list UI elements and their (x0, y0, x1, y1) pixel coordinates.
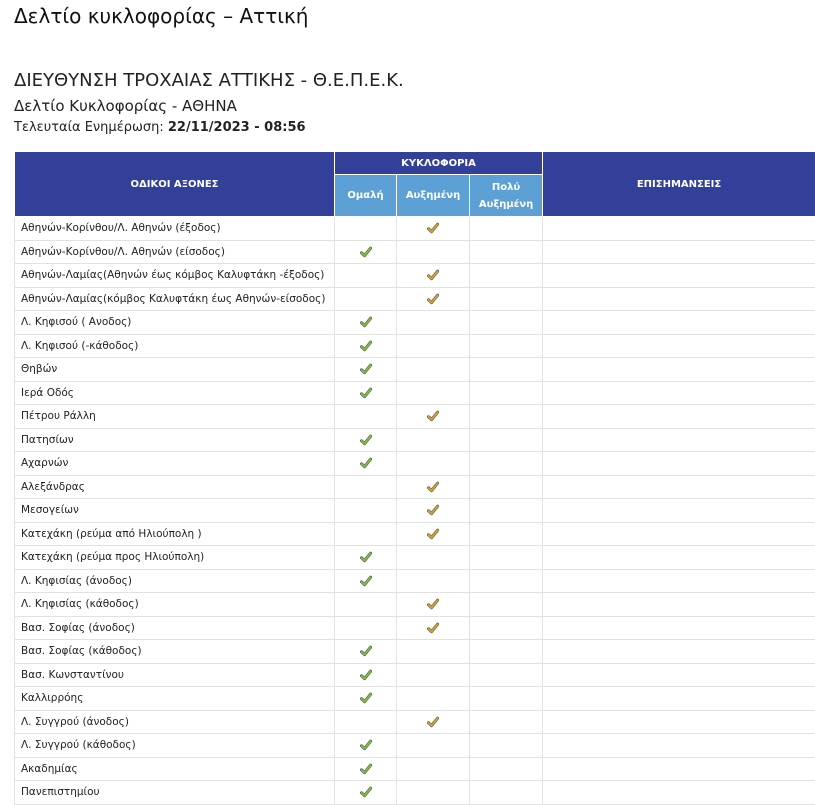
check-increased-icon (427, 481, 439, 493)
road-name: Πατησίων (15, 428, 335, 452)
organization-title: ΔΙΕΥΘΥΝΣΗ ΤΡΟΧΑΙΑΣ ΑΤΤΙΚΗΣ - Θ.Ε.Π.Ε.Κ. (14, 70, 404, 91)
table-row (15, 710, 815, 734)
status-normal-cell (335, 428, 397, 452)
check-normal-icon (360, 387, 372, 399)
road-name: Κατεχάκη (ρεύμα από Ηλιούπολη ) (15, 522, 335, 546)
page-title: Δελτίο κυκλοφορίας – Αττική (14, 4, 308, 28)
road-name: Πανεπιστημίου (15, 781, 335, 805)
check-normal-icon (360, 434, 372, 446)
check-normal-icon (360, 363, 372, 375)
road-name: Βασ. Κωνσταντίνου (15, 663, 335, 687)
check-increased-icon (427, 528, 439, 540)
notes-cell (543, 428, 815, 452)
road-name: Λ. Κηφισίας (κάθοδος) (15, 593, 335, 617)
status-normal-cell (335, 593, 397, 617)
table-row (15, 217, 815, 241)
status-normal-cell (335, 781, 397, 805)
status-increased-cell (397, 499, 470, 523)
notes-cell (543, 499, 815, 523)
status-very-high-cell (470, 334, 543, 358)
status-normal-cell (335, 757, 397, 781)
notes-cell (543, 358, 815, 382)
status-very-high-cell (470, 217, 543, 241)
header-very-high (470, 175, 543, 217)
table-row (15, 240, 815, 264)
road-name: Κατεχάκη (ρεύμα προς Ηλιούπολη) (15, 546, 335, 570)
traffic-table (14, 151, 815, 805)
notes-cell (543, 569, 815, 593)
notes-cell (543, 734, 815, 758)
table-row (15, 546, 815, 570)
status-normal-cell (335, 569, 397, 593)
table-row (15, 757, 815, 781)
status-increased-cell (397, 710, 470, 734)
table-row (15, 287, 815, 311)
check-normal-icon (360, 457, 372, 469)
notes-cell (543, 311, 815, 335)
status-very-high-cell (470, 452, 543, 476)
bulletin-subtitle: Δελτίο Κυκλοφορίας - ΑΘΗΝΑ (14, 97, 237, 115)
road-name: Αθηνών-Κορίνθου/Λ. Αθηνών (έξοδος) (15, 217, 335, 241)
check-normal-icon (360, 645, 372, 657)
status-normal-cell (335, 381, 397, 405)
status-very-high-cell (470, 757, 543, 781)
status-normal-cell (335, 311, 397, 335)
status-very-high-cell (470, 475, 543, 499)
table-row (15, 616, 815, 640)
check-normal-icon (360, 316, 372, 328)
table-row (15, 405, 815, 429)
status-increased-cell (397, 405, 470, 429)
table-row (15, 522, 815, 546)
status-increased-cell (397, 334, 470, 358)
status-normal-cell (335, 734, 397, 758)
table-row (15, 781, 815, 805)
status-increased-cell (397, 640, 470, 664)
header-traffic: ΚΥΚΛΟΦΟΡΙΑ (335, 152, 543, 175)
road-name: Αθηνών-Λαμίας(κόμβος Καλυφτάκη έως Αθηνών-είσοδος) (15, 287, 335, 311)
road-name: Αχαρνών (15, 452, 335, 476)
road-name: Αθηνών-Κορίνθου/Λ. Αθηνών (είσοδος) (15, 240, 335, 264)
status-increased-cell (397, 217, 470, 241)
status-increased-cell (397, 287, 470, 311)
table-row (15, 663, 815, 687)
status-normal-cell (335, 405, 397, 429)
status-increased-cell (397, 358, 470, 382)
status-normal-cell (335, 452, 397, 476)
notes-cell (543, 710, 815, 734)
check-normal-icon (360, 551, 372, 563)
status-increased-cell (397, 381, 470, 405)
status-very-high-cell (470, 287, 543, 311)
status-normal-cell (335, 640, 397, 664)
status-very-high-cell (470, 264, 543, 288)
road-name: Λ. Συγγρού (κάθοδος) (15, 734, 335, 758)
road-name: Λ. Συγγρού (άνοδος) (15, 710, 335, 734)
table-row (15, 593, 815, 617)
road-name: Ακαδημίας (15, 757, 335, 781)
road-name: Αθηνών-Λαμίας(Αθηνών έως κόμβος Καλυφτάκη -έξοδος) (15, 264, 335, 288)
road-name: Θηβών (15, 358, 335, 382)
table-row (15, 334, 815, 358)
check-normal-icon (360, 739, 372, 751)
check-increased-icon (427, 293, 439, 305)
status-increased-cell (397, 757, 470, 781)
status-increased-cell (397, 311, 470, 335)
check-increased-icon (427, 269, 439, 281)
status-very-high-cell (470, 546, 543, 570)
status-normal-cell (335, 334, 397, 358)
notes-cell (543, 381, 815, 405)
status-increased-cell (397, 593, 470, 617)
check-normal-icon (360, 246, 372, 258)
status-very-high-cell (470, 687, 543, 711)
status-very-high-cell (470, 311, 543, 335)
status-normal-cell (335, 663, 397, 687)
notes-cell (543, 287, 815, 311)
header-very-high-line1: Πολύ (492, 182, 520, 193)
road-name: Αλεξάνδρας (15, 475, 335, 499)
status-very-high-cell (470, 240, 543, 264)
notes-cell (543, 593, 815, 617)
status-increased-cell (397, 240, 470, 264)
check-normal-icon (360, 786, 372, 798)
notes-cell (543, 781, 815, 805)
status-normal-cell (335, 475, 397, 499)
table-row (15, 499, 815, 523)
check-normal-icon (360, 763, 372, 775)
status-increased-cell (397, 522, 470, 546)
notes-cell (543, 616, 815, 640)
header-normal: Ομαλή (335, 175, 397, 217)
road-name: Βασ. Σοφίας (άνοδος) (15, 616, 335, 640)
traffic-rows (15, 217, 815, 805)
status-normal-cell (335, 522, 397, 546)
status-increased-cell (397, 569, 470, 593)
status-increased-cell (397, 616, 470, 640)
table-row (15, 475, 815, 499)
notes-cell (543, 240, 815, 264)
table-row (15, 687, 815, 711)
table-row (15, 452, 815, 476)
notes-cell (543, 405, 815, 429)
notes-cell (543, 264, 815, 288)
table-row (15, 640, 815, 664)
table-row (15, 428, 815, 452)
road-name: Ιερά Οδός (15, 381, 335, 405)
notes-cell (543, 546, 815, 570)
header-increased: Αυξημένη (397, 175, 470, 217)
status-normal-cell (335, 499, 397, 523)
status-increased-cell (397, 546, 470, 570)
notes-cell (543, 475, 815, 499)
status-normal-cell (335, 687, 397, 711)
notes-cell (543, 334, 815, 358)
road-name: Καλλιρρόης (15, 687, 335, 711)
status-very-high-cell (470, 710, 543, 734)
status-normal-cell (335, 616, 397, 640)
status-normal-cell (335, 710, 397, 734)
status-increased-cell (397, 781, 470, 805)
status-normal-cell (335, 358, 397, 382)
status-very-high-cell (470, 781, 543, 805)
status-very-high-cell (470, 616, 543, 640)
check-increased-icon (427, 222, 439, 234)
status-normal-cell (335, 546, 397, 570)
notes-cell (543, 757, 815, 781)
table-row (15, 358, 815, 382)
notes-cell (543, 687, 815, 711)
check-increased-icon (427, 504, 439, 516)
status-very-high-cell (470, 381, 543, 405)
status-normal-cell (335, 240, 397, 264)
road-name: Λ. Κηφισού ( Ανοδος) (15, 311, 335, 335)
status-very-high-cell (470, 734, 543, 758)
status-increased-cell (397, 452, 470, 476)
status-normal-cell (335, 264, 397, 288)
check-normal-icon (360, 340, 372, 352)
check-normal-icon (360, 692, 372, 704)
status-very-high-cell (470, 358, 543, 382)
road-name: Λ. Κηφισίας (άνοδος) (15, 569, 335, 593)
road-name: Πέτρου Ράλλη (15, 405, 335, 429)
road-name: Μεσογείων (15, 499, 335, 523)
status-increased-cell (397, 663, 470, 687)
status-very-high-cell (470, 522, 543, 546)
check-increased-icon (427, 598, 439, 610)
status-increased-cell (397, 428, 470, 452)
check-increased-icon (427, 622, 439, 634)
table-row (15, 311, 815, 335)
check-normal-icon (360, 575, 372, 587)
status-increased-cell (397, 475, 470, 499)
last-updated (14, 120, 306, 135)
check-increased-icon (427, 410, 439, 422)
status-normal-cell (335, 287, 397, 311)
status-very-high-cell (470, 663, 543, 687)
table-row (15, 381, 815, 405)
status-very-high-cell (470, 640, 543, 664)
last-updated-value: 22/11/2023 - 08:56 (168, 120, 306, 135)
status-very-high-cell (470, 405, 543, 429)
notes-cell (543, 452, 815, 476)
status-very-high-cell (470, 428, 543, 452)
status-increased-cell (397, 264, 470, 288)
table-row (15, 569, 815, 593)
status-very-high-cell (470, 499, 543, 523)
road-name: Βασ. Σοφίας (κάθοδος) (15, 640, 335, 664)
check-normal-icon (360, 669, 372, 681)
header-very-high-line2: Αυξημένη (479, 199, 533, 210)
status-very-high-cell (470, 593, 543, 617)
table-row (15, 264, 815, 288)
status-increased-cell (397, 687, 470, 711)
road-name: Λ. Κηφισού (-κάθοδος) (15, 334, 335, 358)
notes-cell (543, 217, 815, 241)
check-increased-icon (427, 716, 439, 728)
status-increased-cell (397, 734, 470, 758)
table-row (15, 734, 815, 758)
status-normal-cell (335, 217, 397, 241)
notes-cell (543, 522, 815, 546)
notes-cell (543, 640, 815, 664)
header-roads: ΟΔΙΚΟΙ ΑΞΟΝΕΣ (15, 152, 335, 217)
last-updated-label: Τελευταία Ενημέρωση: (14, 120, 164, 135)
notes-cell (543, 663, 815, 687)
status-very-high-cell (470, 569, 543, 593)
header-notes: ΕΠΙΣΗΜΑΝΣΕΙΣ (543, 152, 815, 217)
